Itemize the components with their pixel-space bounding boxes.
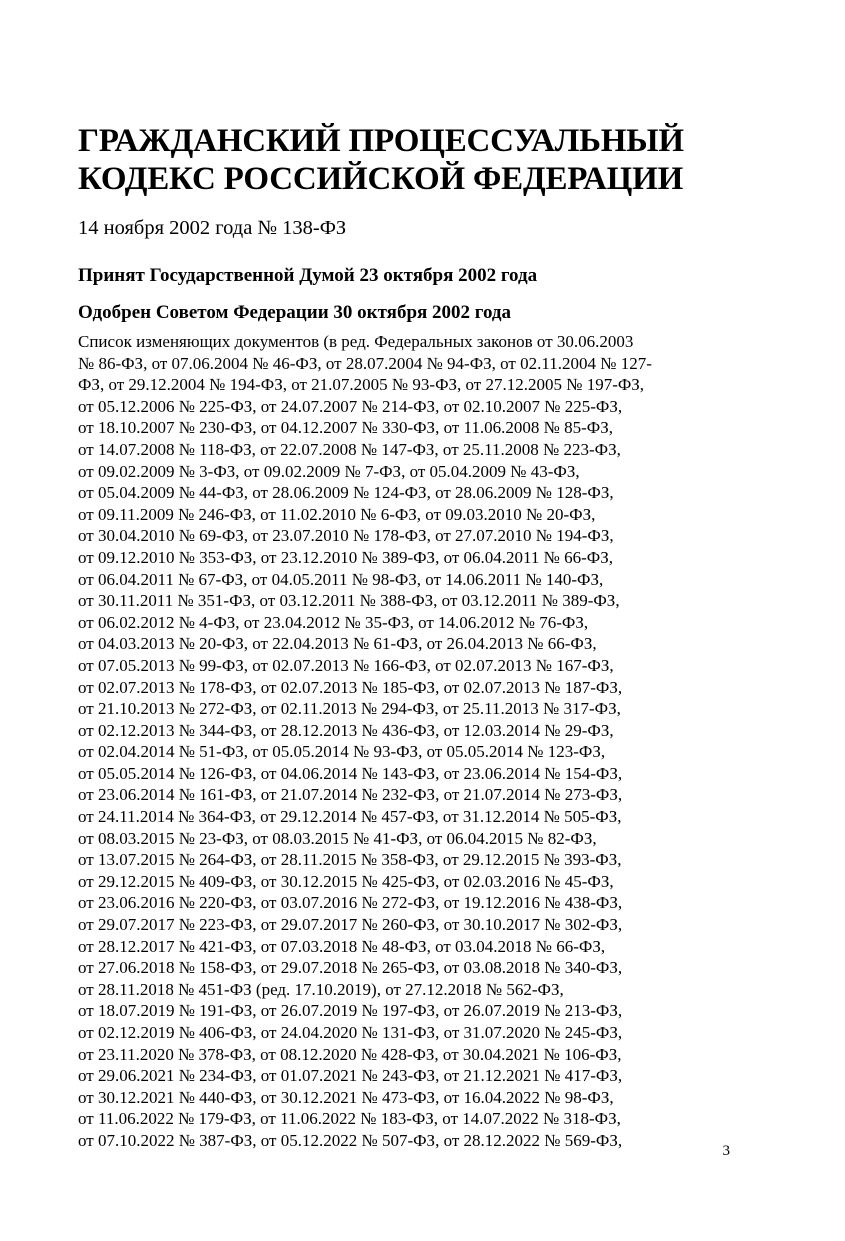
amendment-line: от 28.11.2018 № 451-ФЗ (ред. 17.10.2019), от 27.12.2018 № 562-ФЗ,	[78, 979, 564, 999]
approved-by-federation-council: Одобрен Советом Федерации 30 октября 2002 года	[78, 302, 512, 323]
amendment-line: от 07.10.2022 № 387-ФЗ, от 05.12.2022 № 507-ФЗ, от 28.12.2022 № 569-ФЗ,	[78, 1130, 623, 1150]
amendment-line: ФЗ, от 29.12.2004 № 194-ФЗ, от 21.07.2005 № 93-ФЗ, от 27.12.2005 № 197-ФЗ,	[78, 375, 645, 395]
amendment-line: от 09.12.2010 № 353-ФЗ, от 23.12.2010 № 389-ФЗ, от 06.04.2011 № 66-ФЗ,	[78, 547, 613, 567]
amendment-line: от 06.02.2012 № 4-ФЗ, от 23.04.2012 № 35-ФЗ, от 14.06.2012 № 76-ФЗ,	[78, 612, 589, 632]
amendment-line: от 29.12.2015 № 409-ФЗ, от 30.12.2015 № 425-ФЗ, от 02.03.2016 № 45-ФЗ,	[78, 871, 614, 891]
amendment-line: от 30.12.2021 № 440-ФЗ, от 30.12.2021 № 473-ФЗ, от 16.04.2022 № 98-ФЗ,	[78, 1087, 614, 1107]
amendment-line: от 07.05.2013 № 99-ФЗ, от 02.07.2013 № 166-ФЗ, от 02.07.2013 № 167-ФЗ,	[78, 655, 614, 675]
amendment-line: от 05.12.2006 № 225-ФЗ, от 24.07.2007 № 214-ФЗ, от 02.10.2007 № 225-ФЗ,	[78, 396, 623, 416]
amendment-line: от 18.07.2019 № 191-ФЗ, от 26.07.2019 № 197-ФЗ, от 26.07.2019 № 213-ФЗ,	[78, 1001, 623, 1021]
amendment-line: от 30.04.2010 № 69-ФЗ, от 23.07.2010 № 178-ФЗ, от 27.07.2010 № 194-ФЗ,	[78, 526, 614, 546]
title-line-2: КОДЕКС РОССИЙСКОЙ ФЕДЕРАЦИИ	[78, 161, 684, 197]
amendment-line: от 02.12.2019 № 406-ФЗ, от 24.04.2020 № 131-ФЗ, от 31.07.2020 № 245-ФЗ,	[78, 1023, 623, 1042]
amendment-line: от 30.11.2011 № 351-ФЗ, от 03.12.2011 № 388-ФЗ, от 03.12.2011 № 389-ФЗ,	[78, 591, 620, 611]
amendment-line: от 18.10.2007 № 230-ФЗ, от 04.12.2007 № 330-ФЗ, от 11.06.2008 № 85-ФЗ,	[78, 418, 613, 438]
page-number: 3	[722, 1143, 730, 1159]
amendment-line: от 14.07.2008 № 118-ФЗ, от 22.07.2008 № 147-ФЗ, от 25.11.2008 № 223-ФЗ,	[78, 439, 621, 459]
amendment-line: № 86-ФЗ, от 07.06.2004 № 46-ФЗ, от 28.07.2004 № 94-ФЗ, от 02.11.2004 № 127-	[78, 353, 652, 373]
amendment-line: от 21.10.2013 № 272-ФЗ, от 02.11.2013 № 294-ФЗ, от 25.11.2013 № 317-ФЗ,	[78, 699, 621, 719]
amendment-line: от 08.03.2015 № 23-ФЗ, от 08.03.2015 № 41-ФЗ, от 06.04.2015 № 82-ФЗ,	[78, 828, 597, 848]
amendment-line: от 24.11.2014 № 364-ФЗ, от 29.12.2014 № 457-ФЗ, от 31.12.2014 № 505-ФЗ,	[78, 807, 622, 827]
amendment-line: от 29.06.2021 № 234-ФЗ, от 01.07.2021 № 243-ФЗ, от 21.12.2021 № 417-ФЗ,	[78, 1066, 623, 1086]
amendment-line: Список изменяющих документов (в ред. Федеральных законов от 30.06.2003	[78, 332, 634, 351]
amendment-line: от 29.07.2017 № 223-ФЗ, от 29.07.2017 № 260-ФЗ, от 30.10.2017 № 302-ФЗ,	[78, 915, 623, 935]
amendment-line: от 27.06.2018 № 158-ФЗ, от 29.07.2018 № 265-ФЗ, от 03.08.2018 № 340-ФЗ,	[78, 958, 623, 978]
adopted-by-duma: Принят Государственной Думой 23 октября 2002 года	[78, 265, 538, 286]
amendment-line: от 23.11.2020 № 378-ФЗ, от 08.12.2020 № 428-ФЗ, от 30.04.2021 № 106-ФЗ,	[78, 1044, 622, 1064]
document-title	[78, 122, 778, 198]
amendment-line: от 02.04.2014 № 51-ФЗ, от 05.05.2014 № 93-ФЗ, от 05.05.2014 № 123-ФЗ,	[78, 742, 606, 762]
amendment-line: от 09.11.2009 № 246-ФЗ, от 11.02.2010 № 6-ФЗ, от 09.03.2010 № 20-ФЗ,	[78, 504, 596, 524]
amendment-line: от 28.12.2017 № 421-ФЗ, от 07.03.2018 № 48-ФЗ, от 03.04.2018 № 66-ФЗ,	[78, 936, 606, 956]
amendment-line: от 04.03.2013 № 20-ФЗ, от 22.04.2013 № 61-ФЗ, от 26.04.2013 № 66-ФЗ,	[78, 634, 597, 654]
amendments-list	[78, 331, 778, 1152]
amendment-line: от 02.07.2013 № 178-ФЗ, от 02.07.2013 № 185-ФЗ, от 02.07.2013 № 187-ФЗ,	[78, 677, 623, 697]
amendment-line: от 23.06.2014 № 161-ФЗ, от 21.07.2014 № 232-ФЗ, от 21.07.2014 № 273-ФЗ,	[78, 785, 623, 805]
amendment-line: от 13.07.2015 № 264-ФЗ, от 28.11.2015 № 358-ФЗ, от 29.12.2015 № 393-ФЗ,	[78, 850, 622, 870]
amendment-line: от 05.04.2009 № 44-ФЗ, от 28.06.2009 № 124-ФЗ, от 28.06.2009 № 128-ФЗ,	[78, 483, 614, 503]
title-line-1: ГРАЖДАНСКИЙ ПРОЦЕССУАЛЬНЫЙ	[78, 123, 684, 159]
amendment-line: от 05.05.2014 № 126-ФЗ, от 04.06.2014 № 143-ФЗ, от 23.06.2014 № 154-ФЗ,	[78, 763, 623, 783]
amendment-line: от 23.06.2016 № 220-ФЗ, от 03.07.2016 № 272-ФЗ, от 19.12.2016 № 438-ФЗ,	[78, 893, 623, 913]
amendment-line: от 02.12.2013 № 344-ФЗ, от 28.12.2013 № 436-ФЗ, от 12.03.2014 № 29-ФЗ,	[78, 720, 614, 740]
amendment-line: от 09.02.2009 № 3-ФЗ, от 09.02.2009 № 7-ФЗ, от 05.04.2009 № 43-ФЗ,	[78, 461, 580, 481]
amendment-line: от 11.06.2022 № 179-ФЗ, от 11.06.2022 № 183-ФЗ, от 14.07.2022 № 318-ФЗ,	[78, 1109, 621, 1129]
law-date-and-number: 14 ноября 2002 года № 138-ФЗ	[78, 217, 347, 239]
document-page	[78, 122, 778, 1152]
amendment-line: от 06.04.2011 № 67-ФЗ, от 04.05.2011 № 98-ФЗ, от 14.06.2011 № 140-ФЗ,	[78, 569, 604, 589]
